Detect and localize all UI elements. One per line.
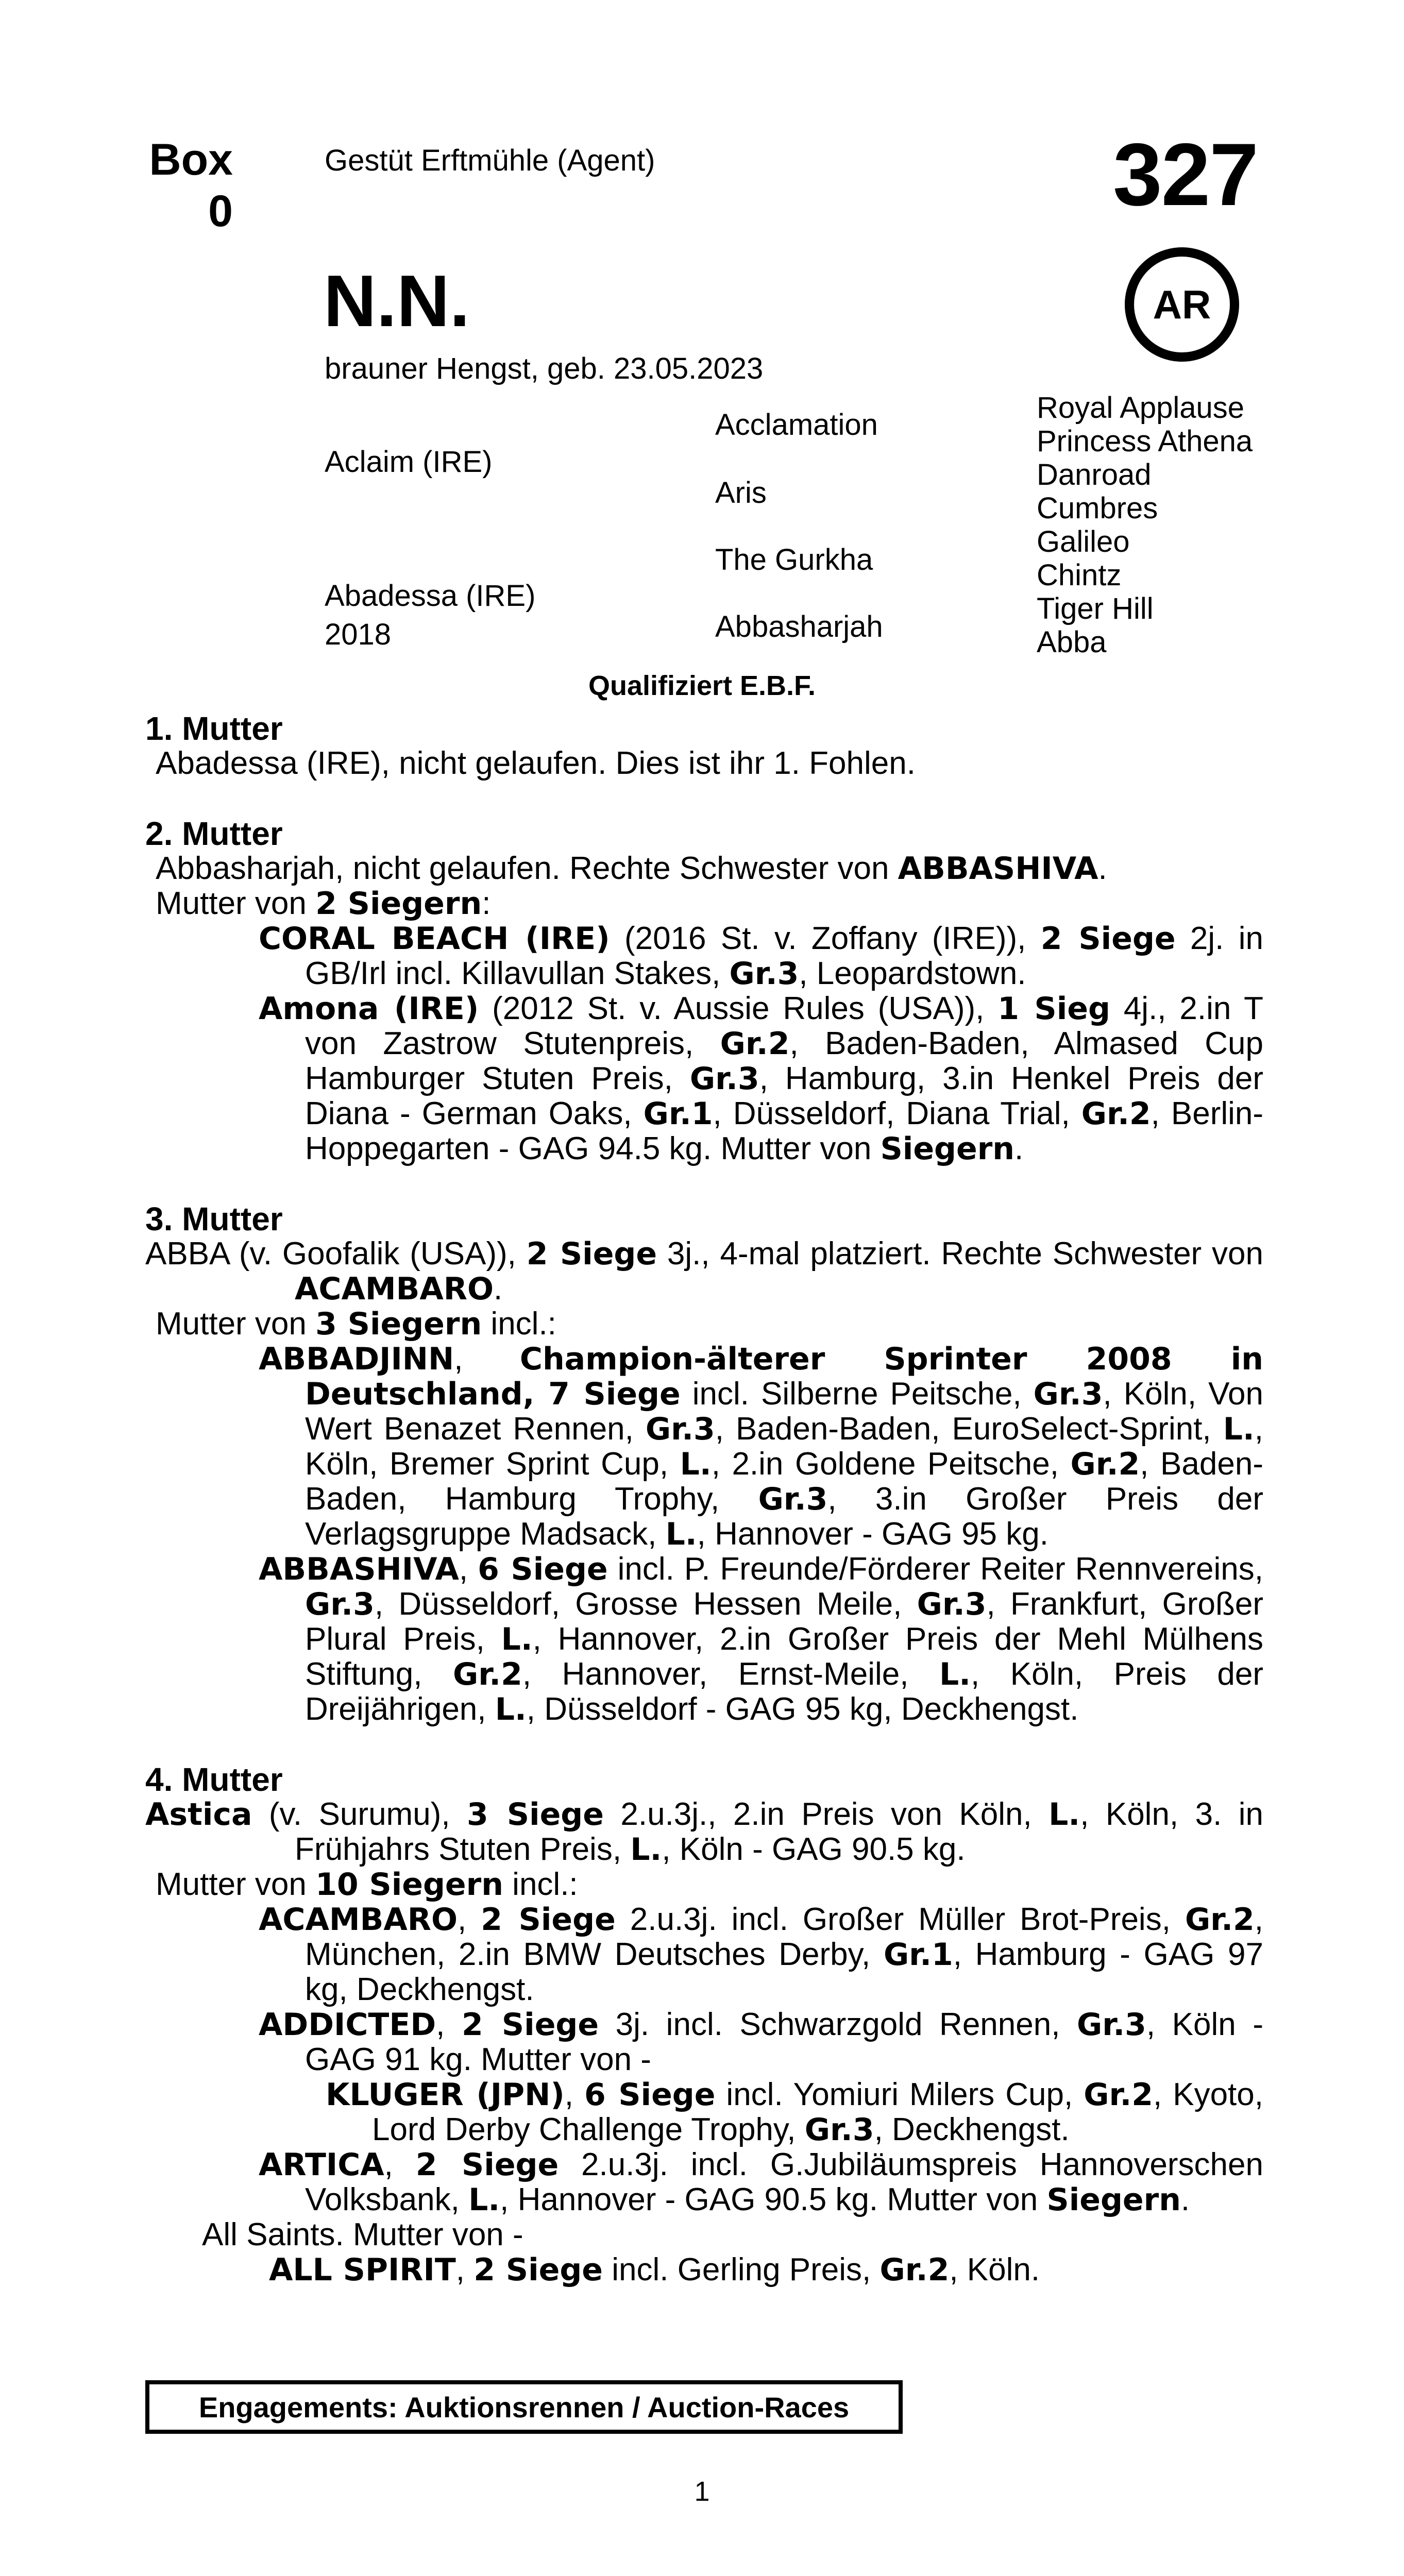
lot-number: 327	[1113, 125, 1258, 224]
dam-line-text	[145, 711, 1263, 2287]
offspring-entry	[145, 2147, 1263, 2217]
text-run: , Hannover - GAG 90.5 kg. Mutter von	[500, 2182, 1047, 2217]
bold-run: 10 Siegern	[315, 1867, 503, 1903]
bold-run: L.	[680, 1446, 712, 1482]
bold-run: Gr.2	[879, 2252, 950, 2288]
pedigree-grandsire: The Gurkha	[715, 543, 873, 577]
text-run: Abadessa (IRE), nicht gelaufen. Dies ist ihr 1. Fohlen.	[156, 745, 916, 781]
text-run: (2016 St. v. Zoffany (IRE)),	[610, 921, 1041, 956]
text-run: , Leopardstown.	[799, 956, 1026, 991]
text-run: 4j., 2.in T von Zastrow Stutenpreis,	[305, 991, 1263, 1061]
text-run: incl. Silberne Peitsche,	[680, 1376, 1034, 1412]
text-run: , Köln - GAG 90.5 kg.	[662, 1832, 966, 1867]
box-label	[145, 134, 233, 237]
engagements-box	[145, 2380, 903, 2434]
text-run: , Berlin-Hoppegarten - GAG 94.5 kg. Mutter von	[305, 1096, 1264, 1166]
bold-run: 2 Siegern	[315, 886, 482, 922]
paragraph	[145, 1307, 1263, 1342]
text-run: .	[494, 1271, 503, 1307]
text-run: Abbasharjah, nicht gelaufen. Rechte Schwester von	[156, 851, 898, 886]
text-run: , Baden-Baden, Hamburg Trophy,	[305, 1446, 1263, 1517]
qualification: Qualifiziert E.B.F.	[588, 670, 816, 701]
bold-run: Gr.3	[804, 2112, 874, 2148]
bold-run: ACAMBARO	[295, 1271, 494, 1307]
text-run: .	[1180, 2182, 1190, 2217]
pedigree-great-grandsire: Tiger Hill	[1037, 592, 1154, 625]
bold-run: Gr.2	[720, 1026, 790, 1062]
text-run: incl. Gerling Preis,	[602, 2252, 880, 2287]
bold-run: Gr.2	[1185, 1902, 1255, 1938]
offspring-entry	[212, 2077, 1263, 2147]
offspring-entry	[145, 2007, 1263, 2077]
text-run: incl.:	[503, 1867, 578, 1902]
bold-run: ABBASHIVA	[898, 851, 1098, 887]
section-2-mutter	[145, 816, 1263, 1166]
pedigree-dam: Abadessa (IRE)	[325, 579, 536, 613]
text-run: , 2.in Goldene Peitsche,	[711, 1446, 1071, 1482]
offspring-entry	[145, 2217, 1263, 2252]
text-run: , 3.in Großer Preis der Verlagsgruppe Madsack,	[305, 1481, 1263, 1552]
bold-run: ADDICTED	[259, 2007, 436, 2043]
pedigree-grandsire: Acclamation	[715, 408, 878, 442]
pedigree-great-grandsire: Galileo	[1037, 525, 1130, 558]
bold-run: KLUGER (JPN)	[326, 2077, 565, 2113]
bold-run: Gr.3	[305, 1586, 375, 1622]
text-run: , Baden-Baden, EuroSelect-Sprint,	[715, 1411, 1223, 1447]
text-run: , Düsseldorf - GAG 95 kg, Deckhengst.	[526, 1691, 1079, 1727]
bold-run: Gr.3	[917, 1586, 987, 1622]
bold-run: Gr.1	[643, 1096, 713, 1132]
text-run: , Baden-Baden, Almased Cup Hamburger Stuten Preis,	[305, 1026, 1263, 1096]
section-1-mutter	[145, 711, 1263, 781]
text-run: , München, 2.in BMW Deutsches Derby,	[305, 1902, 1263, 1972]
pedigree-great-grandsire: Chintz	[1037, 558, 1122, 592]
bold-run: L.	[630, 1832, 662, 1868]
text-run: ABBA (v. Goofalik (USA)),	[145, 1236, 527, 1272]
text-run: (2012 St. v. Aussie Rules (USA)),	[479, 991, 998, 1026]
bold-run: 6 Siege	[584, 2077, 716, 2113]
paragraph	[145, 851, 1263, 886]
bold-run: Gr.2	[1070, 1446, 1140, 1482]
bold-run: Gr.3	[689, 1061, 759, 1097]
offspring-entry	[145, 921, 1263, 991]
bold-run: 3 Siegern	[315, 1306, 482, 1342]
bold-run: L.	[665, 1516, 697, 1552]
bold-run: 2 Siege	[481, 1902, 616, 1938]
bold-run: Gr.3	[758, 1481, 828, 1517]
text-run: , Hannover, 2.in Großer Preis der Mehl Mülhens Stiftung,	[305, 1621, 1263, 1692]
text-run: ,	[564, 2077, 584, 2112]
ar-badge-text: AR	[1153, 281, 1211, 327]
text-run: .	[1014, 1131, 1024, 1166]
text-run: Mutter von	[156, 886, 316, 921]
box-number: 0	[208, 187, 233, 236]
bold-run: L.	[939, 1656, 971, 1692]
ar-badge	[1125, 247, 1239, 362]
text-run: , Frankfurt, Großer Plural Preis,	[305, 1586, 1263, 1657]
text-run: , Köln, Bremer Sprint Cup,	[305, 1411, 1264, 1482]
bold-run: Gr.2	[453, 1656, 522, 1692]
bold-run: Champion-älterer Sprinter 2008 in Deutschland, 7 Siege	[305, 1341, 1263, 1412]
text-run: 2.u.3j. incl. G.Jubiläumspreis Hannoverschen Volksbank,	[305, 2147, 1263, 2217]
bold-run: Amona (IRE)	[259, 991, 479, 1027]
bold-run: ALL SPIRIT	[269, 2252, 456, 2288]
text-run: , Hannover - GAG 95 kg.	[697, 1516, 1048, 1552]
text-run: , Köln - GAG 91 kg. Mutter von -	[305, 2007, 1263, 2077]
bold-run: L.	[501, 1621, 533, 1657]
bold-run: 1 Sieg	[997, 991, 1110, 1027]
paragraph	[145, 1236, 1263, 1307]
text-run: , Köln, 3. in Frühjahrs Stuten Preis,	[295, 1797, 1263, 1867]
bold-run: Gr.1	[883, 1937, 953, 1973]
agent-name: Gestüt Erftmühle (Agent)	[325, 144, 655, 177]
text-run: , Köln, Von Wert Benazet Rennen,	[305, 1376, 1264, 1447]
bold-run: L.	[468, 2182, 500, 2218]
pedigree-great-grandsire: Abba	[1037, 625, 1107, 659]
bold-run: Siegern	[880, 1131, 1014, 1167]
bold-run: 2 Siege	[461, 2007, 599, 2043]
bold-run: Gr.3	[1033, 1376, 1103, 1412]
text-run: , Düsseldorf, Grosse Hessen Meile,	[374, 1586, 917, 1622]
bold-run: 2 Siege	[526, 1236, 657, 1272]
bold-run: L.	[495, 1691, 527, 1727]
text-run: :	[482, 886, 491, 921]
text-run: , Köln.	[949, 2252, 1040, 2287]
bold-run: L.	[1048, 1797, 1080, 1833]
section-title: 4. Mutter	[145, 1761, 283, 1798]
text-run: (v. Surumu),	[252, 1797, 467, 1832]
section-title: 1. Mutter	[145, 710, 283, 747]
pedigree-great-grandsire: Princess Athena	[1037, 425, 1253, 458]
paragraph	[145, 1797, 1263, 1867]
pedigree-great-grandsire: Cumbres	[1037, 492, 1158, 525]
pedigree-grandsire: Aris	[715, 476, 767, 510]
bold-run: Siegern	[1046, 2182, 1181, 2218]
page-number: 1	[694, 2476, 710, 2507]
bold-run: 2 Siege	[415, 2147, 559, 2183]
paragraph	[145, 1867, 1263, 1902]
text-run: Mutter von	[156, 1306, 316, 1342]
section-4-mutter	[145, 1762, 1263, 2287]
offspring-entry	[145, 1552, 1263, 1727]
text-run: 2j. in GB/Irl incl. Killavullan Stakes,	[305, 921, 1263, 991]
paragraph	[145, 886, 1263, 921]
section-title: 2. Mutter	[145, 815, 283, 852]
bold-run: Gr.2	[1081, 1096, 1151, 1132]
text-run: , Hamburg - GAG 97 kg, Deckhengst.	[305, 1937, 1263, 2007]
bold-run: Gr.3	[1077, 2007, 1146, 2043]
pedigree-dam-year: 2018	[325, 618, 392, 651]
bold-run: CORAL BEACH (IRE)	[259, 921, 610, 957]
text-run: incl. Yomiuri Milers Cup,	[715, 2077, 1084, 2112]
bold-run: 3 Siege	[466, 1797, 604, 1833]
offspring-entry	[145, 991, 1263, 1166]
bold-run: Gr.2	[1084, 2077, 1154, 2113]
bold-run: 2 Siege	[473, 2252, 603, 2288]
bold-run: Gr.3	[729, 956, 799, 992]
section-title: 3. Mutter	[145, 1200, 283, 1238]
pedigree-great-grandsire: Danroad	[1037, 458, 1152, 492]
pedigree-great-grandsire: Royal Applause	[1037, 391, 1245, 425]
text-run: , Kyoto, Lord Derby Challenge Trophy,	[372, 2077, 1263, 2147]
bold-run: 6 Siege	[478, 1551, 608, 1587]
bold-run: Astica	[145, 1797, 252, 1833]
text-run: 2.u.3j. incl. Großer Müller Brot-Preis,	[615, 1902, 1185, 1937]
text-run: ,	[458, 1902, 481, 1937]
text-run: incl. P. Freunde/Förderer Reiter Rennvereins,	[607, 1551, 1263, 1587]
text-run: , Hannover, Ernst-Meile,	[522, 1656, 939, 1692]
bold-run: ACAMBARO	[259, 1902, 458, 1938]
pedigree-grandsire: Abbasharjah	[715, 610, 883, 643]
box-label-text: Box	[149, 135, 233, 184]
text-run: , Düsseldorf, Diana Trial,	[713, 1096, 1081, 1131]
offspring-entry	[145, 2252, 1263, 2287]
text-run: , Hamburg, 3.in Henkel Preis der Diana - German Oaks,	[305, 1061, 1263, 1131]
text-run: 3j., 4-mal platziert. Rechte Schwester von	[657, 1236, 1263, 1272]
bold-run: L.	[1223, 1411, 1255, 1447]
text-run: , Köln, Preis der Dreijährigen,	[305, 1656, 1263, 1727]
horse-name: N.N.	[324, 260, 470, 342]
offspring-entry	[145, 1902, 1263, 2007]
text-run: 3j. incl. Schwarzgold Rennen,	[599, 2007, 1077, 2042]
bold-run: 2 Siege	[1040, 921, 1176, 957]
text-run: ,	[459, 1551, 478, 1587]
text-run: ,	[455, 2252, 474, 2287]
paragraph	[145, 746, 1263, 781]
section-3-mutter	[145, 1201, 1263, 1727]
bold-run: ABBADJINN	[259, 1341, 454, 1377]
pedigree-sire: Aclaim (IRE)	[325, 445, 493, 479]
engagements-text: Engagements: Auktionsrennen / Auction-Races	[198, 2391, 850, 2424]
bold-run: ABBASHIVA	[259, 1551, 459, 1587]
text-run: 2.u.3j., 2.in Preis von Köln,	[603, 1797, 1049, 1832]
text-run: All Saints. Mutter von -	[202, 2217, 523, 2252]
offspring-entry	[145, 1342, 1263, 1552]
horse-description: brauner Hengst, geb. 23.05.2023	[325, 352, 764, 385]
text-run: ,	[454, 1341, 520, 1377]
text-run: , Deckhengst.	[874, 2112, 1070, 2147]
bold-run: Gr.3	[645, 1411, 715, 1447]
text-run: .	[1098, 851, 1107, 886]
text-run: incl.:	[482, 1306, 556, 1342]
bold-run: ARTICA	[259, 2147, 384, 2183]
text-run: ,	[384, 2147, 416, 2182]
text-run: Mutter von	[156, 1867, 316, 1902]
text-run: ,	[436, 2007, 462, 2042]
